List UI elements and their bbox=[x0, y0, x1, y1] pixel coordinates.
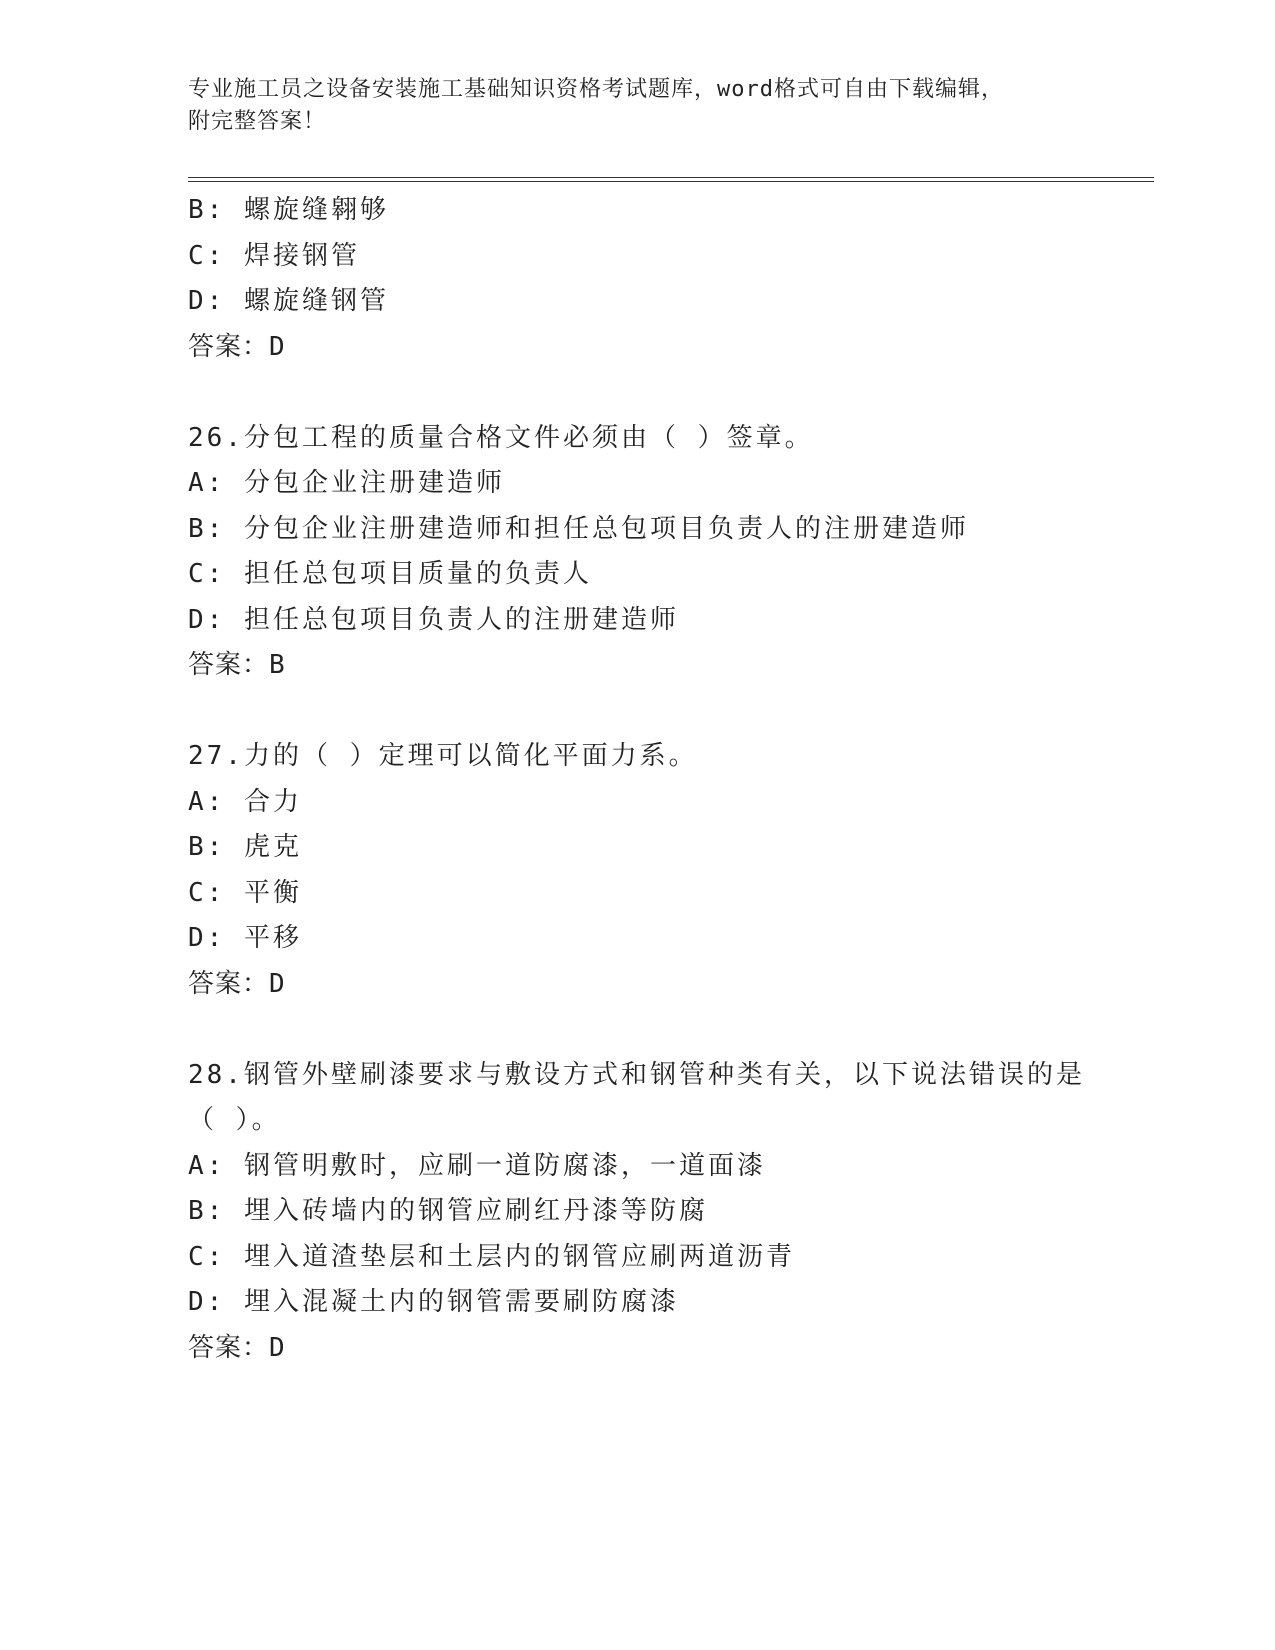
header-divider bbox=[188, 177, 1154, 182]
question-stem: 27.力的（ ）定理可以简化平面力系。 bbox=[188, 741, 698, 771]
option-d: D: 埋入混凝土内的钢管需要刷防腐漆 bbox=[188, 1287, 679, 1317]
option-b: B: 埋入砖墙内的钢管应刷红丹漆等防腐 bbox=[188, 1196, 708, 1226]
answer-label: 答案：D bbox=[188, 331, 286, 362]
option-b: B: 螺旋缝翱够 bbox=[188, 195, 389, 225]
document-header bbox=[188, 74, 1088, 138]
option-c: C: 埋入道渣垫层和土层内的钢管应刷两道沥青 bbox=[188, 1241, 795, 1272]
header-line-2: 附完整答案！ bbox=[188, 109, 327, 134]
option-d: D: 平移 bbox=[188, 923, 302, 953]
answer-label: 答案：B bbox=[188, 650, 286, 680]
option-d: D: 螺旋缝钢管 bbox=[188, 286, 389, 316]
spacer bbox=[188, 370, 1148, 416]
question-list bbox=[188, 188, 1148, 1371]
answer-label: 答案：D bbox=[188, 1332, 286, 1363]
question-26 bbox=[188, 416, 1148, 689]
question-stem-continuation: （ ）。 bbox=[188, 1105, 281, 1135]
question-27 bbox=[188, 734, 1148, 1007]
option-a: A: 钢管明敷时，应刷一道防腐漆，一道面漆 bbox=[188, 1150, 766, 1181]
question-stem: 26.分包工程的质量合格文件必须由（ ）签章。 bbox=[188, 422, 814, 453]
option-b: B: 分包企业注册建造师和担任总包项目负责人的注册建造师 bbox=[188, 513, 969, 544]
option-a: A: 分包企业注册建造师 bbox=[188, 468, 505, 498]
question-stem: 28.钢管外壁刷漆要求与敷设方式和钢管种类有关，以下说法错误的是 bbox=[188, 1059, 1085, 1090]
spacer bbox=[188, 1007, 1148, 1053]
option-c: C: 焊接钢管 bbox=[188, 240, 360, 271]
answer-label: 答案：D bbox=[188, 968, 286, 999]
spacer bbox=[188, 689, 1148, 735]
option-c: C: 平衡 bbox=[188, 877, 302, 908]
option-c: C: 担任总包项目质量的负责人 bbox=[188, 559, 592, 589]
header-line-1: 专业施工员之设备安装施工基础知识资格考试题库，word格式可自由下载编辑， bbox=[188, 77, 1004, 102]
option-d: D: 担任总包项目负责人的注册建造师 bbox=[188, 604, 679, 635]
option-a: A: 合力 bbox=[188, 786, 302, 817]
question-28 bbox=[188, 1053, 1148, 1372]
option-b: B: 虎克 bbox=[188, 832, 302, 862]
question-25-continuation bbox=[188, 188, 1148, 370]
